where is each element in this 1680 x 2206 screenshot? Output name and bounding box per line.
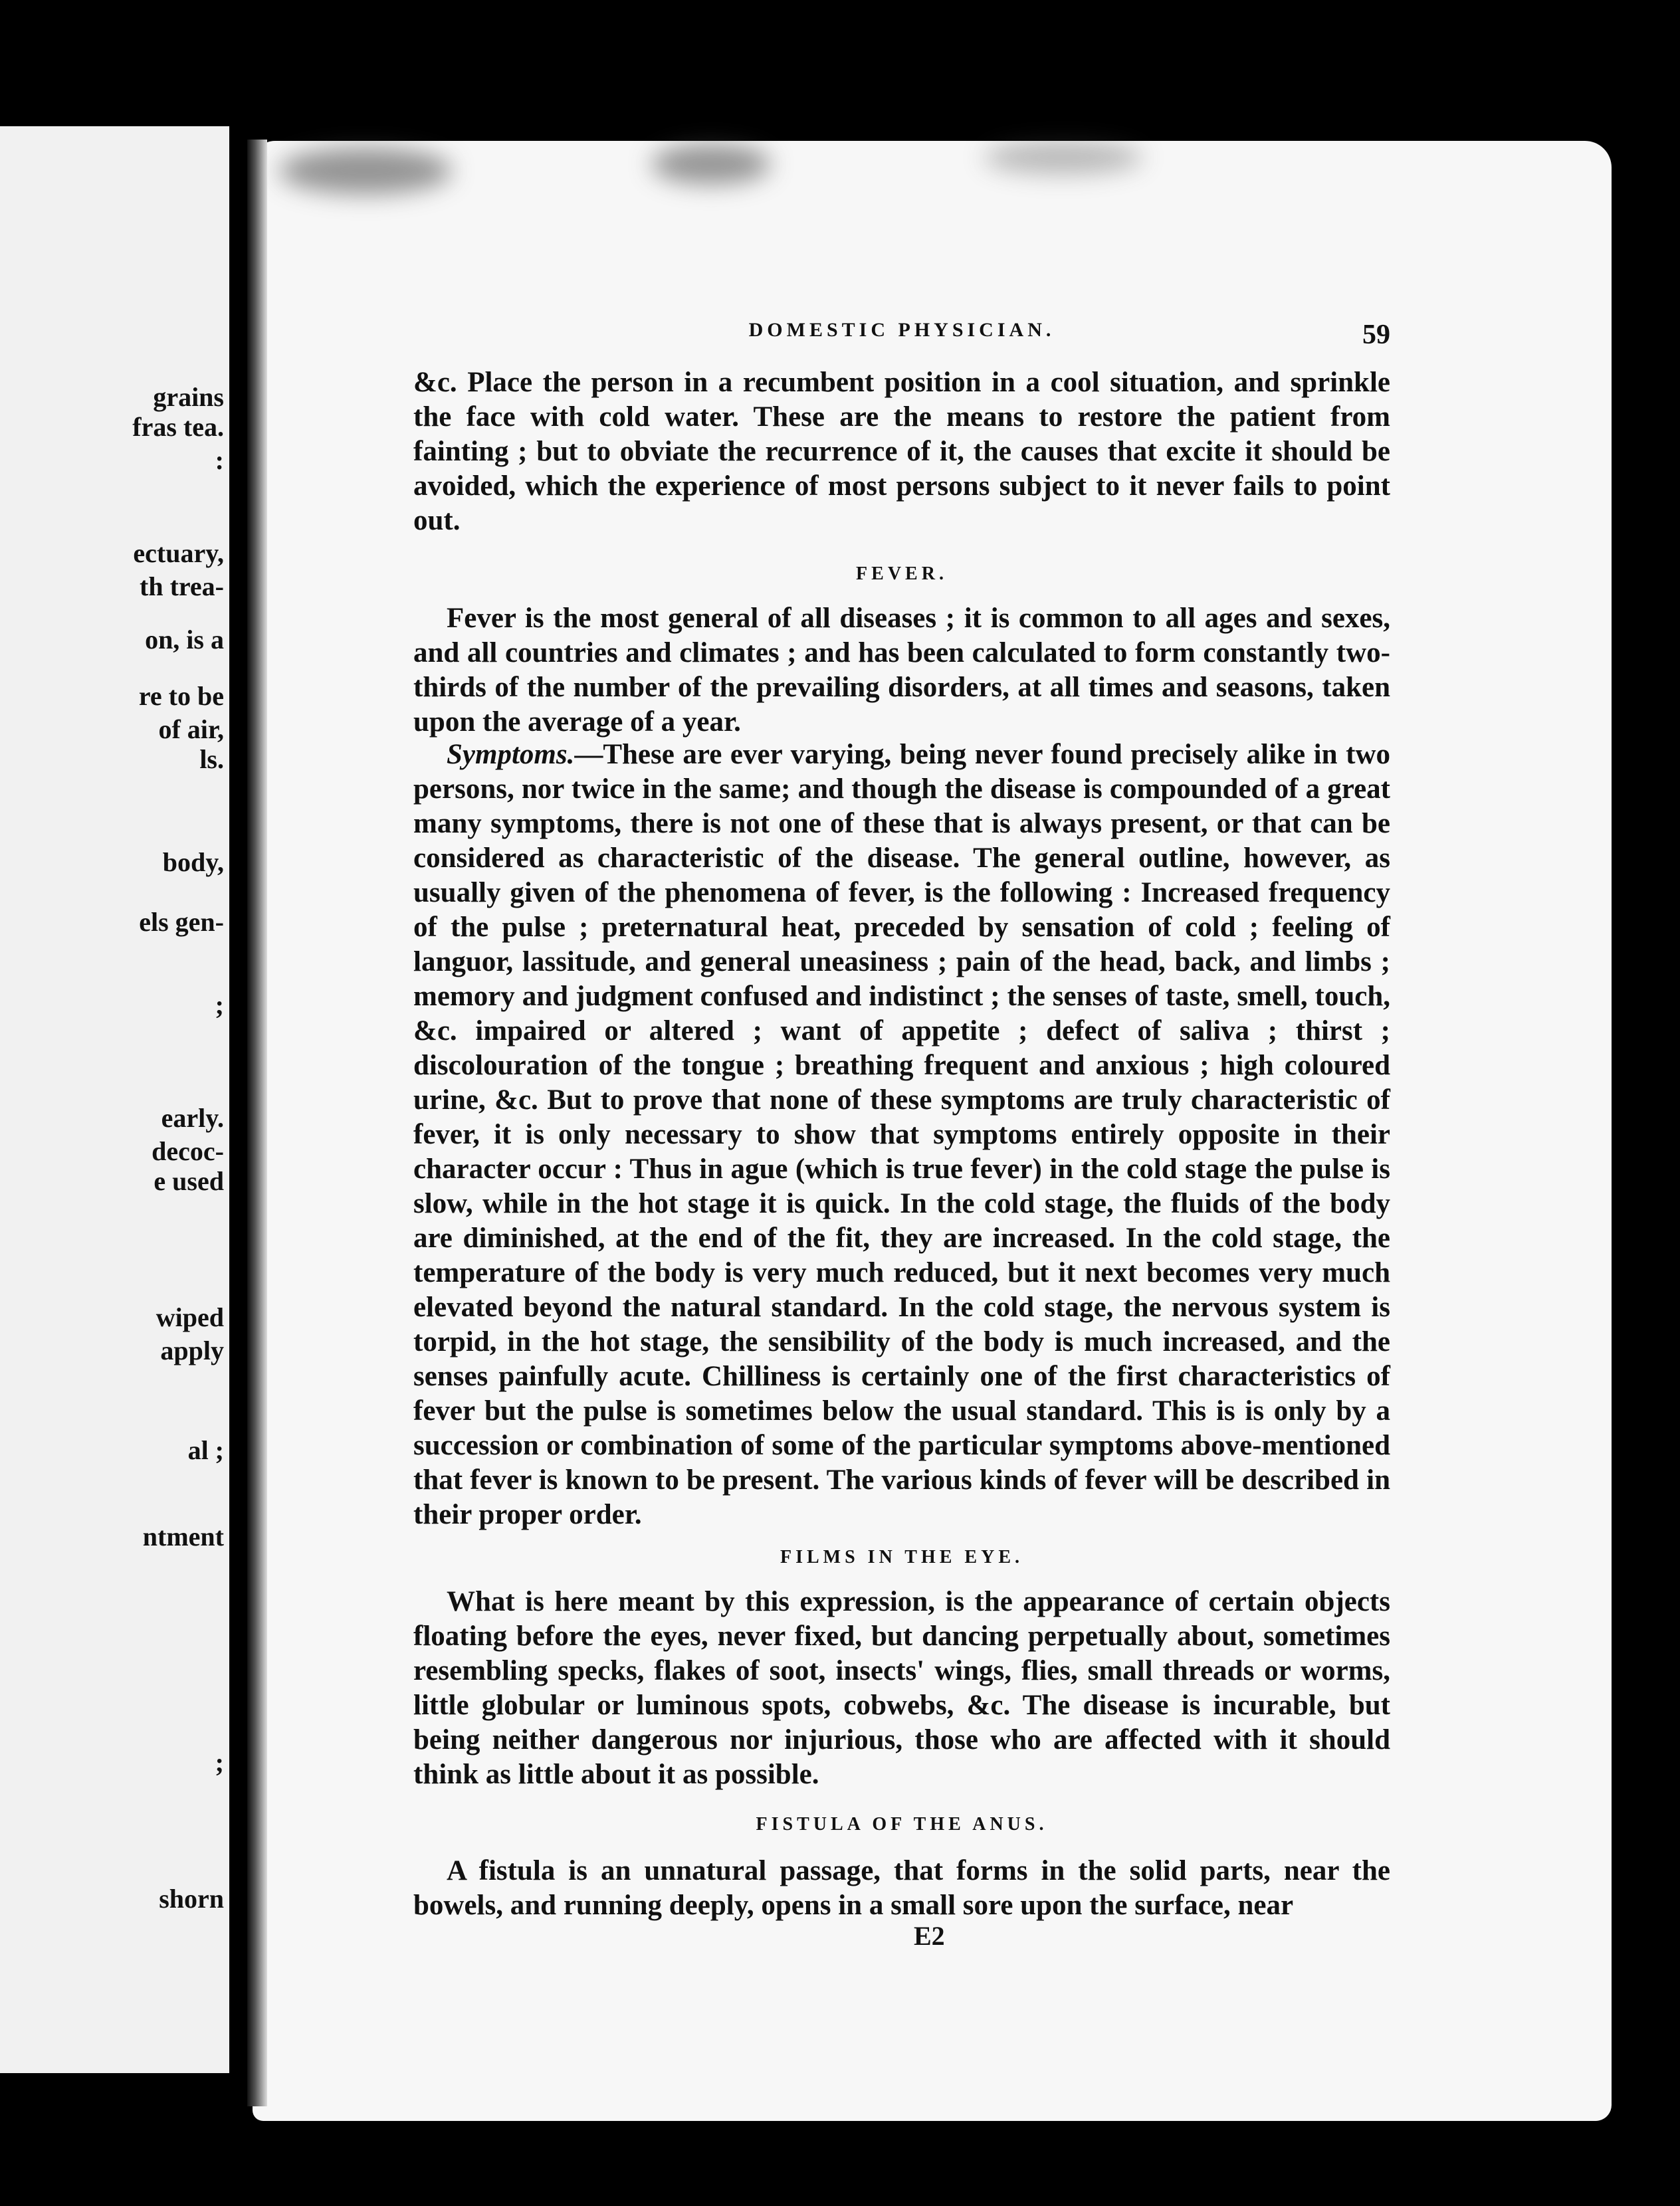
left-text-fragment: wiped: [156, 1302, 224, 1332]
symptoms-text: —These are ever varying, being never found precisely alike in two persons, nor twice in the same; and though the disease is compounded of a great many symptoms, there is not one of these that is always present, or that can be considered as characteristic of the disease. The general outline, however, as usually given of the phenomena of fever, is the following : Increased frequency of the pulse ; preternatural heat, preceded by sensation of cold ; feeling of languor, lassitude, and general uneasiness ; pain of the head, back, and limbs ; memory and judgment confused and indistinct ; the senses of taste, smell, touch, &c. impaired or altered ; want of appetite ; defect of saliva ; thirst ; discolouration of the tongue ; breathing frequent and anxious ; high coloured urine, &c. But to prove that none of these symptoms are truly characteristic of fever, it is only necessary to show that symptoms entirely opposite in their character occur : Thus in ague (which is true fever) in the cold stage the pulse is slow, while in the hot stage it is quick. In the cold stage, the fluids of the body are diminished, at the end of the fit, they are increased. In the cold stage, the temperature of the body is very much reduced, but it next becomes very much elevated beyond the natural standard. In the cold stage, the nervous system is torpid, in the hot stage, the sensibility of the body is much increased, and the senses painfully acute. Chilliness is certainly one of the first characteristics of fever but the pulse is sometimes below the usual standard. This is is only by a succession or combination of some of the particular symptoms above-mentioned that fever is known to be present. The various kinds of fever will be described in their proper order.: [413, 739, 1390, 1530]
paragraph-fainting-end: &c. Place the person in a recumbent position in a cool situation, and sprinkle the face with cold water. These are the means to restore the patient from fainting ; but to obviate the recurrence of it, the causes that excite it should be avoided, which the experience of most persons subject to it never fails to point out.: [413, 367, 1390, 536]
left-text-fragment: fras tea.: [132, 412, 224, 442]
section-heading-fistula: FISTULA OF THE ANUS.: [756, 1814, 1048, 1835]
left-text-fragment: grains: [153, 382, 224, 412]
left-text-fragment: of air,: [158, 714, 224, 744]
scan-smudge: [984, 141, 1143, 174]
left-text-fragment: shorn: [159, 1884, 224, 1914]
scan-smudge: [279, 148, 452, 194]
book-gutter: [247, 140, 267, 2106]
signature-mark: E2: [914, 1921, 945, 1951]
running-head-title: DOMESTIC PHYSICIAN.: [748, 319, 1055, 341]
page-number: 59: [1362, 320, 1390, 350]
left-text-fragment: al ;: [187, 1435, 224, 1465]
left-text-fragment: on, is a: [145, 625, 224, 654]
left-text-fragment: ;: [215, 1748, 224, 1777]
left-text-fragment: els gen-: [139, 907, 224, 937]
section-heading-fever: FEVER.: [856, 563, 948, 584]
paragraph-fistula: A fistula is an unnatural passage, that forms in the solid parts, near the bowels, and running deeply, opens in a small sore upon the surface, near: [413, 1855, 1390, 1921]
left-text-fragment: e used: [154, 1166, 224, 1196]
section-heading-films: FILMS IN THE EYE.: [780, 1547, 1023, 1567]
left-text-fragment: early.: [161, 1103, 224, 1133]
left-text-fragment: ;: [215, 990, 224, 1020]
left-text-fragment: th trea-: [140, 571, 224, 601]
running-head: [413, 319, 1390, 359]
left-text-fragment: decoc-: [152, 1136, 224, 1166]
paragraph-symptoms: [413, 738, 1390, 1532]
paragraph-fever: Fever is the most general of all diseases ; it is common to all ages and sexes, and all countries and climates ; and has been calculated to form constantly two-thirds of the number of the prevailing disorders, at all times and seasons, taken upon the average of a year.: [413, 603, 1390, 738]
facing-page-fragment: [0, 126, 229, 2073]
left-text-fragment: ectuary,: [133, 538, 224, 568]
symptoms-lead: Symptoms.: [447, 739, 575, 770]
left-text-fragment: :: [215, 445, 224, 475]
left-text-fragment: apply: [160, 1336, 224, 1365]
left-text-fragment: re to be: [138, 681, 224, 711]
left-text-fragment: ntment: [142, 1522, 224, 1552]
paragraph-films: What is here meant by this expression, is the appearance of certain objects floating before the eyes, never fixed, but dancing perpetually about, sometimes resembling specks, flakes of soot, insects' wings, flies, small threads or worms, little globular or luminous spots, cobwebs, &c. The disease is incurable, but being neither dangerous nor injurious, those who are affected with it should think as little about it as possible.: [413, 1586, 1390, 1790]
left-text-fragment: body,: [162, 847, 224, 877]
scan-smudge: [651, 144, 771, 184]
left-text-fragment: ls.: [199, 744, 224, 774]
